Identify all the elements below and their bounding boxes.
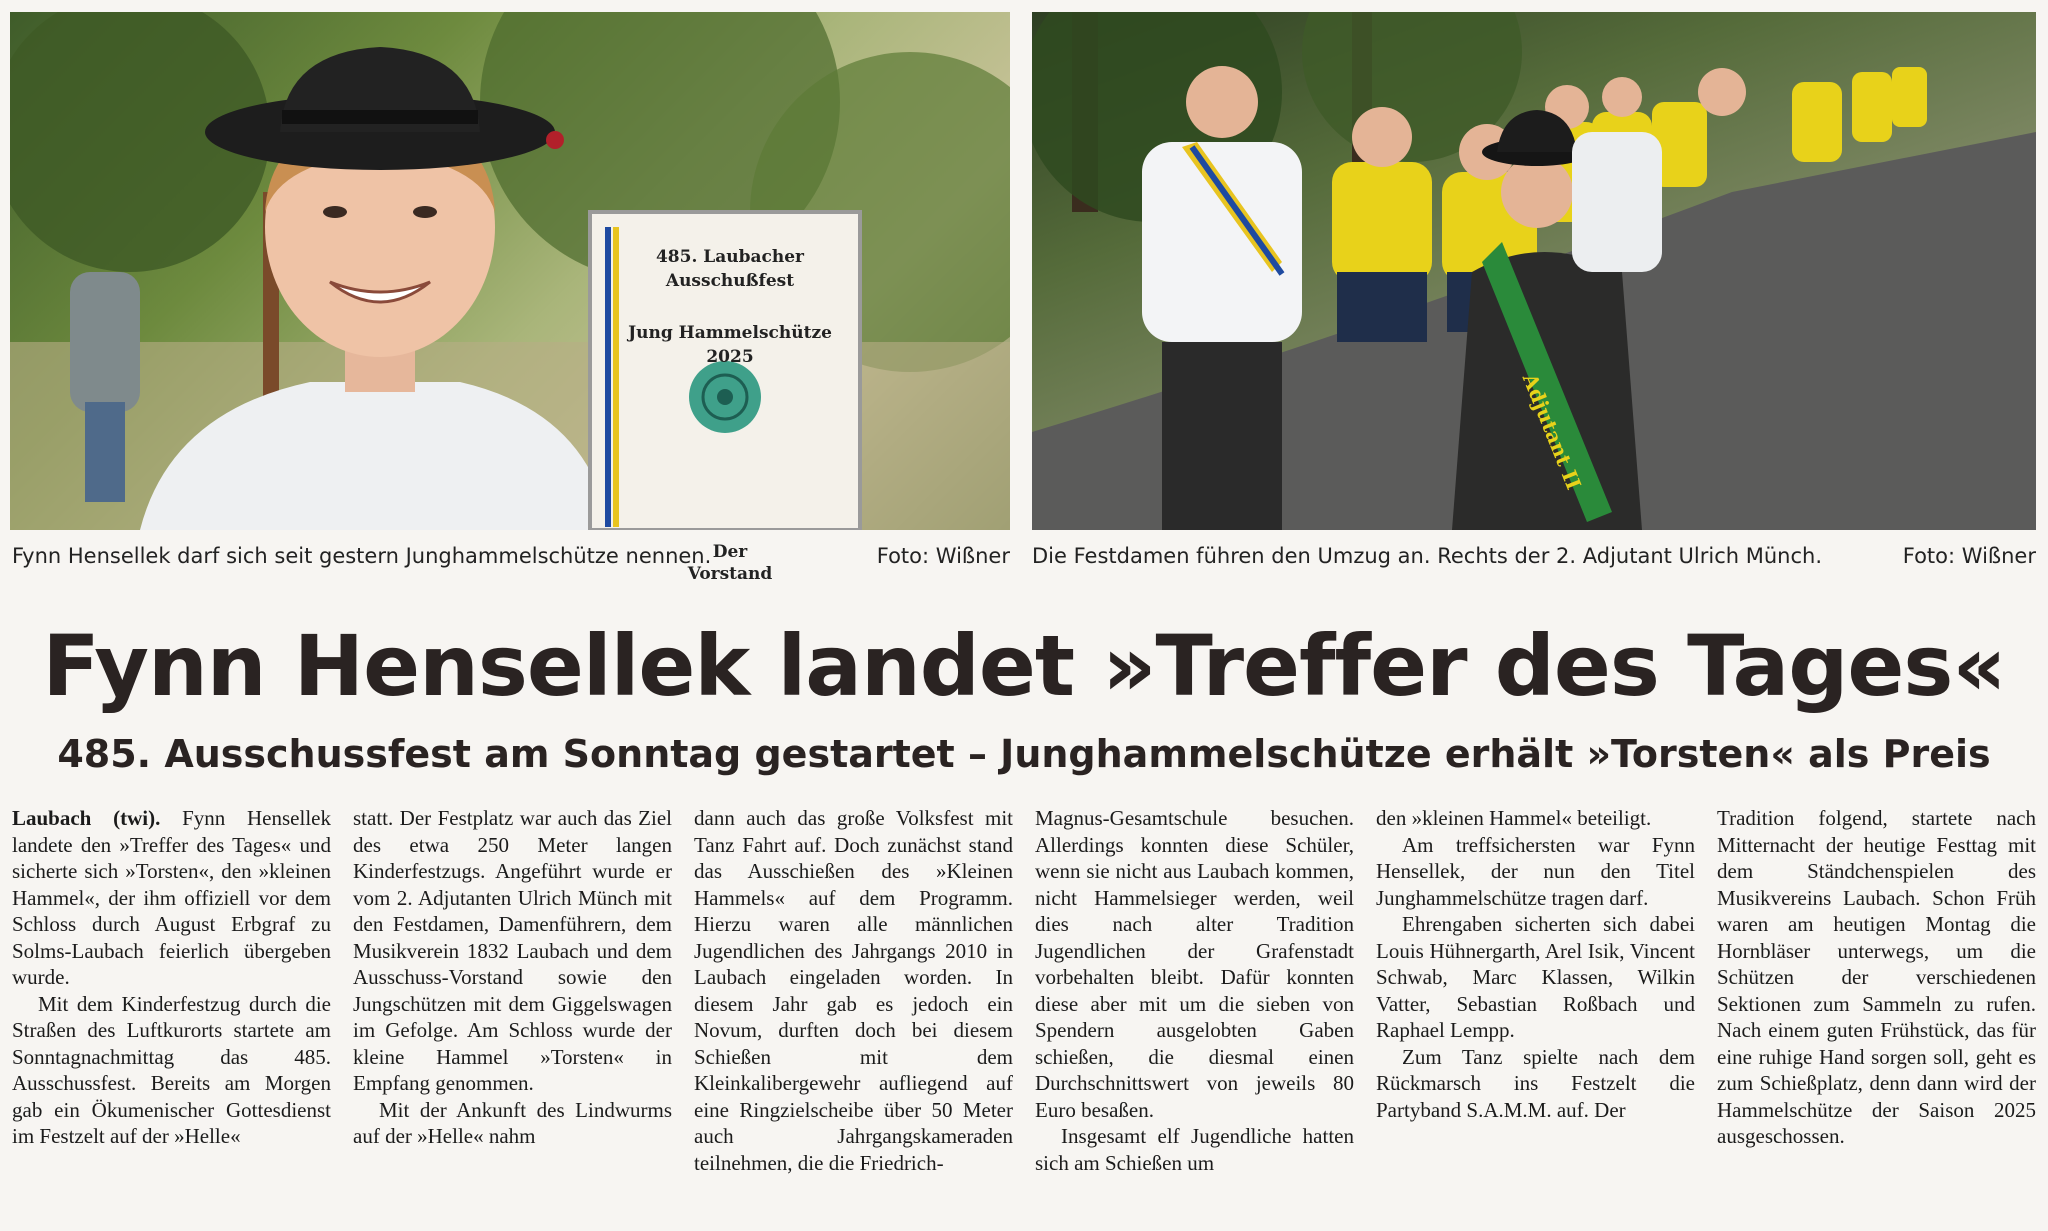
photo-hensellek-illustration [10, 12, 1010, 530]
article-column-6 [1717, 805, 2036, 1223]
caption-left-credit: Foto: Wißner [876, 544, 1010, 568]
article-column-2 [353, 805, 672, 1223]
photo-umzug [1032, 12, 2036, 530]
article-column-5 [1376, 805, 1695, 1223]
subheadline: 485. Ausschussfest am Sonntag gestartet – Junghammelschütze erhält »Torsten« als Preis [57, 732, 1991, 776]
paragraph: Tradition folgend, startete nach Mitternacht der heutige Festtag mit dem Ständchenspielen des Musikvereins Laubach. Schon Früh waren am heutigen Montag die Hornbläser unterwegs, um die Schützen der verschiedenen Sektionen zum Sammeln zu rufen. Nach einem guten Frühstück, das für eine ruhige Hand sorgen soll, geht es zum Schießplatz, denn dann wird der Hammelschütze der Saison 2025 ausgeschossen. [1717, 806, 2036, 1148]
paragraph: Magnus-Gesamtschule besuchen. Allerdings konnten diese Schüler, wenn sie nicht aus Laubach kommen, nicht Hammelsieger werden, weil dies nach alter Tradition Jugendlichen der Grafenstadt vorbehalten bleibt. Dafür konnten diese aber mit um die sieben von Spendern ausgelobten Gaben schießen, die diesmal einen Durchschnittswert von jeweils 80 Euro besaßen. [1035, 806, 1354, 1122]
caption-left-text: Fynn Hensellek darf sich seit gestern Junghammelschütze nennen. [12, 544, 712, 568]
paragraph: Ehrengaben sicherten sich dabei Louis Hühnergarth, Arel Isik, Vincent Schwab, Marc Klassen, Wilkin Vatter, Sebastian Roßbach und Raphael Lempp. [1376, 912, 1695, 1042]
paragraph: Insgesamt elf Jugendliche hatten sich am Schießen um [1035, 1124, 1354, 1175]
paragraph: den »kleinen Hammel« beteiligt. [1376, 806, 1652, 830]
sign-line-1: 485. Laubacher Ausschußfest [655, 247, 805, 291]
sign-line-4: Vorstand [687, 564, 773, 584]
paragraph: dann auch das große Volksfest mit Tanz Fahrt auf. Doch zunächst stand das Ausschießen des »Kleinen Hammels« auf dem Programm. Hierzu waren alle männlichen Jugendlichen des Jahrgangs 2010 in Laubach eingeladen worden. In diesem Jahr gab es jedoch ein Novum, durften doch bei diesem Schießen mit dem Kleinkalibergewehr aufliegend auf eine Ringzielscheibe über 50 Meter auch Jahrgangskameraden teilnehmen, die die Friedrich- [694, 806, 1013, 1175]
photo-hensellek [10, 12, 1010, 530]
sign-line-2: Jung Hammelschütze 2025 [628, 323, 832, 367]
sign-text-block [605, 245, 855, 585]
photo-umzug-illustration [1032, 12, 2036, 530]
sign-line-3: Der [712, 542, 748, 562]
paragraph: Zum Tanz spielte nach dem Rückmarsch ins Festzelt die Partyband S.A.M.M. auf. Der [1376, 1044, 1695, 1122]
dateline: Laubach (twi). [12, 806, 161, 830]
sash-text: Adjutant II [1517, 370, 1587, 493]
paragraph-text: Fynn Hensellek landete den »Treffer des Tages« und sicherte sich »Torsten«, den »kleinen Hammel«, der ihm offiziell vor dem Schloss durch August Erbgraf zu Solms-Laubach feierlich übergeben wurde. [12, 806, 331, 989]
caption-left [12, 540, 1010, 572]
article-column-1 [12, 805, 331, 1223]
caption-right [1032, 540, 2036, 572]
paragraph [12, 805, 331, 991]
article-column-3 [694, 805, 1013, 1223]
caption-right-text: Die Festdamen führen den Umzug an. Rechts der 2. Adjutant Ulrich Münch. [1032, 544, 1823, 568]
paragraph: Am treffsichersten war Fynn Hensellek, der nun den Titel Junghammelschütze tragen darf. [1376, 832, 1695, 910]
caption-right-credit: Foto: Wißner [1902, 544, 2036, 568]
article-column-4 [1035, 805, 1354, 1223]
paragraph: Mit dem Kinderfestzug durch die Straßen des Luftkurorts startete am Sonntagnachmittag das 485. Ausschussfest. Bereits am Morgen gab ein Ökumenischer Gottesdienst im Festzelt auf der »Helle« [12, 991, 331, 1148]
paragraph: statt. Der Festplatz war auch das Ziel des etwa 250 Meter langen Kinderfestzugs. Angeführt wurde er vom 2. Adjutanten Ulrich Münch mit den Festdamen, Damenführern, dem Musikverein 1832 Laubach und dem Ausschuss-Vorstand sowie den Jungschützen mit dem Giggelswagen im Gefolge. Am Schloss wurde der kleine Hammel »Torsten« in Empfang genommen. [353, 806, 672, 1095]
article-body [12, 805, 2036, 1223]
paragraph: Mit der Ankunft des Lindwurms auf der »Helle« nahm [353, 1097, 672, 1148]
headline: Fynn Hensellek landet »Treffer des Tages« [42, 617, 2006, 715]
